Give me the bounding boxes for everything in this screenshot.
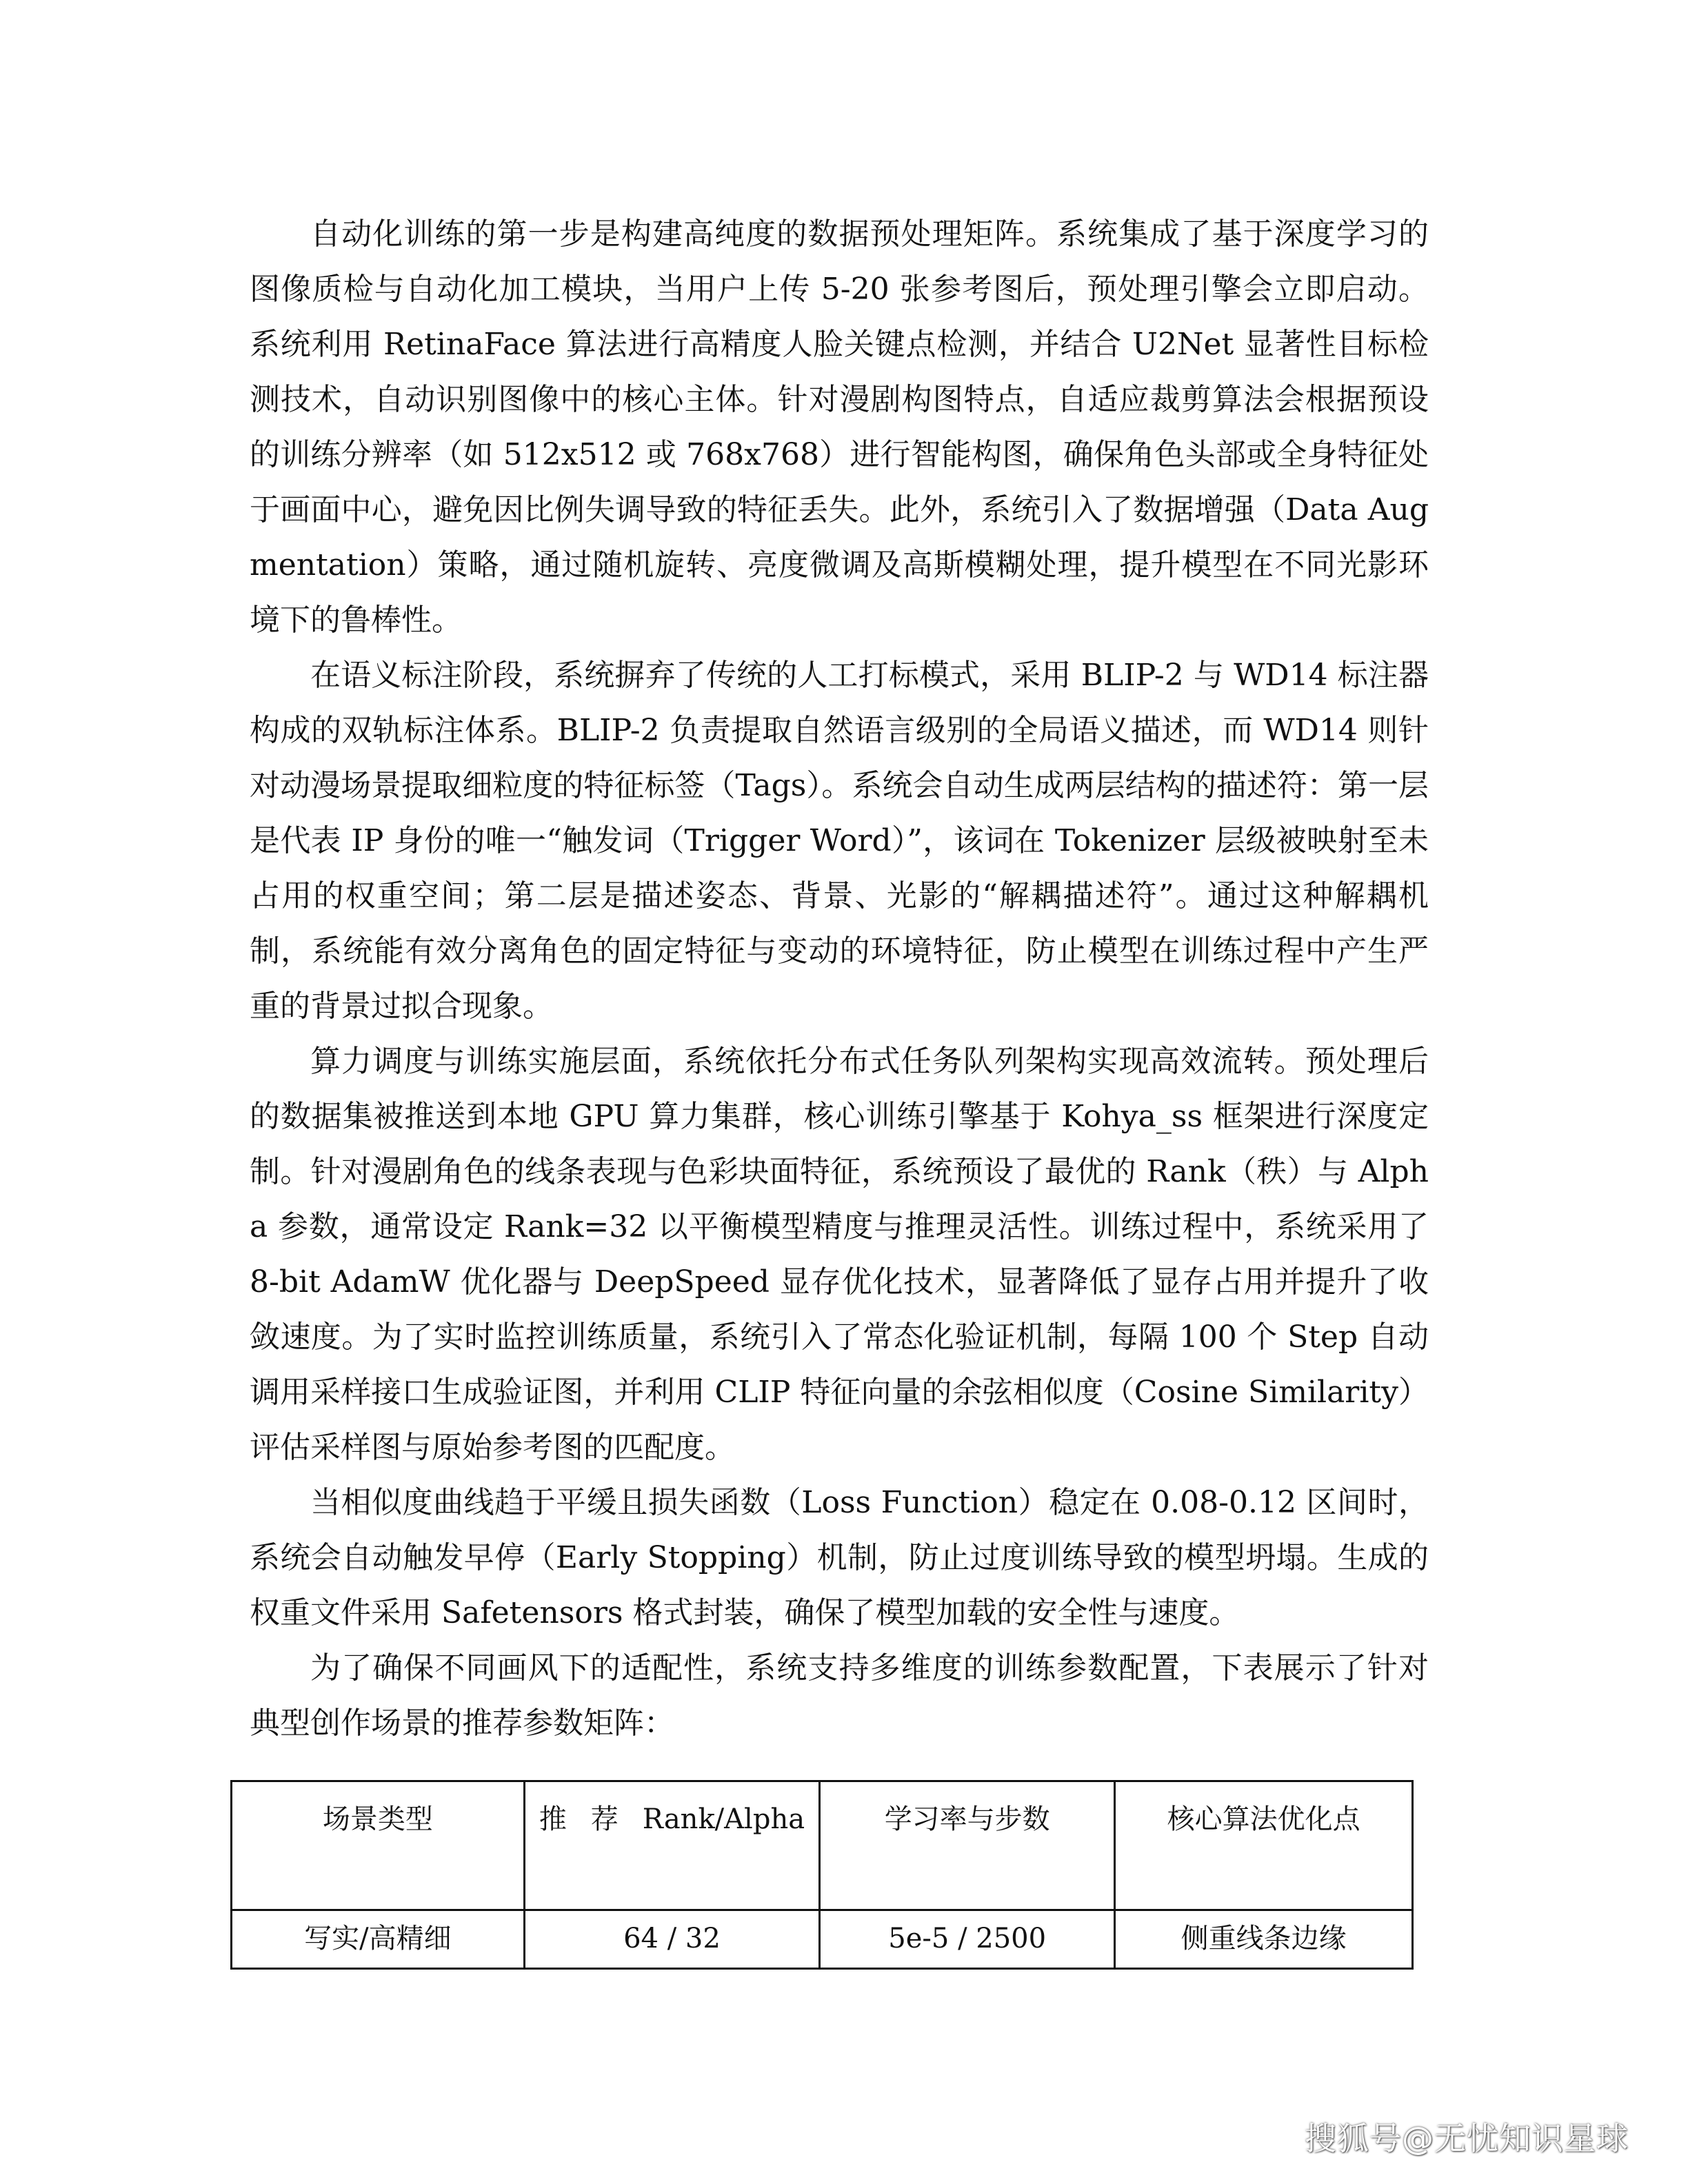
table-row	[232, 1910, 1413, 1969]
cell-core-algorithm: 侧重线条边缘	[1115, 1910, 1413, 1969]
paragraph-early-stopping: 当相似度曲线趋于平缓且损失函数（Loss Function）稳定在 0.08-0.12 区间时，系统会自动触发早停（Early Stopping）机制，防止过度训练导致的模型坍塌。生成的权重文件采用 Safetensors 格式封装，确保了模型加载的安全性与速度。	[250, 1485, 1429, 1630]
table-header-row	[232, 1781, 1413, 1910]
header-learning-rate: 学习率与步数	[820, 1781, 1115, 1910]
header-rank-alpha: 推 荐 Rank/Alpha	[524, 1781, 819, 1910]
document-body	[250, 207, 1429, 1751]
parameter-table	[230, 1780, 1414, 1970]
paragraph-table-intro: 为了确保不同画风下的适配性，系统支持多维度的训练参数配置，下表展示了针对典型创作场景的推荐参数矩阵：	[250, 1650, 1429, 1741]
cell-scene-type: 写实/高精细	[232, 1910, 525, 1969]
cell-rank-alpha: 64 / 32	[524, 1910, 819, 1969]
header-core-algorithm: 核心算法优化点	[1115, 1781, 1413, 1910]
paragraph-preprocessing: 自动化训练的第一步是构建高纯度的数据预处理矩阵。系统集成了基于深度学习的图像质检与自动化加工模块，当用户上传 5-20 张参考图后，预处理引擎会立即启动。系统利用 RetinaFace 算法进行高精度人脸关键点检测，并结合 U2Net 显著性目标检测技术，自动识别图像中的核心主体。针对漫剧构图特点，自适应裁剪算法会根据预设的训练分辨率（如 512x512 或 768x768）进行智能构图，确保角色头部或全身特征处于画面中心，避免因比例失调导致的特征丢失。此外，系统引入了数据增强（Data Augmentation）策略，通过随机旋转、亮度微调及高斯模糊处理，提升模型在不同光影环境下的鲁棒性。	[250, 216, 1429, 638]
header-scene-type: 场景类型	[232, 1781, 525, 1910]
watermark: 搜狐号@无忧知识星球	[1305, 2120, 1629, 2157]
paragraph-annotation: 在语义标注阶段，系统摒弃了传统的人工打标模式，采用 BLIP-2 与 WD14 标注器构成的双轨标注体系。BLIP-2 负责提取自然语言级别的全局语义描述，而 WD14 则针对动漫场景提取细粒度的特征标签（Tags）。系统会自动生成两层结构的描述符：第一层是代表 IP 身份的唯一“触发词（Trigger Word）”，该词在 Tokenizer 层级被映射至未占用的权重空间；第二层是描述姿态、背景、光影的“解耦描述符”。通过这种解耦机制，系统能有效分离角色的固定特征与变动的环境特征，防止模型在训练过程中产生严重的背景过拟合现象。	[250, 658, 1429, 1024]
cell-learning-rate: 5e-5 / 2500	[820, 1910, 1115, 1969]
paragraph-training: 算力调度与训练实施层面，系统依托分布式任务队列架构实现高效流转。预处理后的数据集被推送到本地 GPU 算力集群，核心训练引擎基于 Kohya_ss 框架进行深度定制。针对漫剧角色的线条表现与色彩块面特征，系统预设了最优的 Rank（秩）与 Alpha 参数，通常设定 Rank=32 以平衡模型精度与推理灵活性。训练过程中，系统采用了 8-bit AdamW 优化器与 DeepSpeed 显存优化技术，显著降低了显存占用并提升了收敛速度。为了实时监控训练质量，系统引入了常态化验证机制，每隔 100 个 Step 自动调用采样接口生成验证图，并利用 CLIP 特征向量的余弦相似度（Cosine Similarity）评估采样图与原始参考图的匹配度。	[250, 1044, 1429, 1465]
